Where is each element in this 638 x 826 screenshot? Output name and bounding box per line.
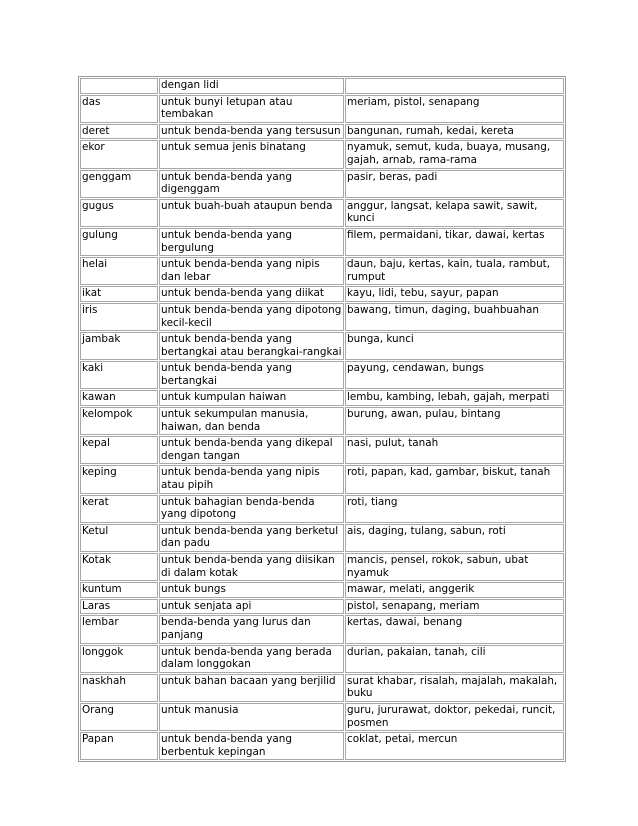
word-cell: deret [80, 124, 158, 140]
example-cell: kertas, dawai, benang [345, 615, 564, 643]
word-cell: kuntum [80, 582, 158, 598]
example-cell: coklat, petai, mercun [345, 732, 564, 760]
word-cell: Papan [80, 732, 158, 760]
word-cell: iris [80, 303, 158, 331]
example-cell: guru, jururawat, doktor, pekedai, runcit, posmen [345, 703, 564, 731]
example-cell: surat khabar, risalah, majalah, makalah, buku [345, 674, 564, 702]
word-cell: ekor [80, 140, 158, 168]
usage-cell: untuk bungs [159, 582, 344, 598]
table-row [80, 582, 564, 598]
usage-cell: untuk benda-benda yang bertangkai atau berangkai-rangkai [159, 332, 344, 360]
usage-cell: untuk benda-benda yang berada dalam longgokan [159, 645, 344, 673]
table-row [80, 95, 564, 123]
usage-cell: untuk bunyi letupan atau tembakan [159, 95, 344, 123]
table-row [80, 124, 564, 140]
table-row [80, 465, 564, 493]
table-row [80, 286, 564, 302]
table-row [80, 257, 564, 285]
example-cell: durian, pakaian, tanah, cili [345, 645, 564, 673]
usage-cell: untuk benda-benda yang digenggam [159, 170, 344, 198]
word-cell: genggam [80, 170, 158, 198]
usage-cell: untuk benda-benda yang diisikan di dalam kotak [159, 553, 344, 581]
word-cell: lembar [80, 615, 158, 643]
usage-cell: untuk benda-benda yang tersusun [159, 124, 344, 140]
table-row [80, 674, 564, 702]
usage-cell: untuk benda-benda yang berbentuk kepingan [159, 732, 344, 760]
usage-cell: untuk buah-buah ataupun benda [159, 199, 344, 227]
example-cell: daun, baju, kertas, kain, tuala, rambut, rumput [345, 257, 564, 285]
word-cell: kepal [80, 436, 158, 464]
usage-cell: untuk benda-benda yang dikepal dengan tangan [159, 436, 344, 464]
word-cell: das [80, 95, 158, 123]
table-row [80, 390, 564, 406]
usage-cell: untuk bahan bacaan yang berjilid [159, 674, 344, 702]
example-cell: roti, tiang [345, 495, 564, 523]
usage-cell: benda-benda yang lurus dan panjang [159, 615, 344, 643]
table-row [80, 199, 564, 227]
usage-cell: untuk kumpulan haiwan [159, 390, 344, 406]
word-cell: gugus [80, 199, 158, 227]
table-row [80, 78, 564, 94]
table-row [80, 436, 564, 464]
table-row [80, 645, 564, 673]
example-cell: pasir, beras, padi [345, 170, 564, 198]
example-cell: kayu, lidi, tebu, sayur, papan [345, 286, 564, 302]
word-cell: kerat [80, 495, 158, 523]
table-row [80, 407, 564, 435]
table-row [80, 361, 564, 389]
example-cell: mancis, pensel, rokok, sabun, ubat nyamuk [345, 553, 564, 581]
table-row [80, 615, 564, 643]
usage-cell: untuk bahagian benda-benda yang dipotong [159, 495, 344, 523]
example-cell: bawang, timun, daging, buahbuahan [345, 303, 564, 331]
example-cell: burung, awan, pulau, bintang [345, 407, 564, 435]
usage-cell: untuk benda-benda yang bertangkai [159, 361, 344, 389]
table-row [80, 524, 564, 552]
word-cell: kawan [80, 390, 158, 406]
example-cell [345, 78, 564, 94]
usage-cell: untuk manusia [159, 703, 344, 731]
usage-cell: untuk senjata api [159, 599, 344, 615]
word-cell: kelompok [80, 407, 158, 435]
example-cell: payung, cendawan, bungs [345, 361, 564, 389]
word-cell: naskhah [80, 674, 158, 702]
word-cell: jambak [80, 332, 158, 360]
usage-cell: untuk benda-benda yang bergulung [159, 228, 344, 256]
penjodoh-bilangan-table [78, 76, 566, 762]
word-cell [80, 78, 158, 94]
example-cell: anggur, langsat, kelapa sawit, sawit, kunci [345, 199, 564, 227]
example-cell: bangunan, rumah, kedai, kereta [345, 124, 564, 140]
word-cell: kaki [80, 361, 158, 389]
usage-cell: dengan lidi [159, 78, 344, 94]
table-row [80, 553, 564, 581]
word-cell: longgok [80, 645, 158, 673]
word-cell: Orang [80, 703, 158, 731]
usage-cell: untuk benda-benda yang dipotong kecil-kecil [159, 303, 344, 331]
table-row [80, 332, 564, 360]
table-row [80, 732, 564, 760]
usage-cell: untuk semua jenis binatang [159, 140, 344, 168]
table-row [80, 703, 564, 731]
word-cell: helai [80, 257, 158, 285]
example-cell: meriam, pistol, senapang [345, 95, 564, 123]
example-cell: bunga, kunci [345, 332, 564, 360]
example-cell: pistol, senapang, meriam [345, 599, 564, 615]
table-row [80, 303, 564, 331]
example-cell: ais, daging, tulang, sabun, roti [345, 524, 564, 552]
word-cell: Kotak [80, 553, 158, 581]
word-cell: Ketul [80, 524, 158, 552]
example-cell: lembu, kambing, lebah, gajah, merpati [345, 390, 564, 406]
table-body [80, 78, 564, 760]
usage-cell: untuk benda-benda yang diikat [159, 286, 344, 302]
usage-cell: untuk benda-benda yang nipis dan lebar [159, 257, 344, 285]
example-cell: mawar, melati, anggerik [345, 582, 564, 598]
table-row [80, 495, 564, 523]
table-row [80, 170, 564, 198]
table-row [80, 599, 564, 615]
word-cell: gulung [80, 228, 158, 256]
usage-cell: untuk benda-benda yang berketul dan padu [159, 524, 344, 552]
word-cell: ikat [80, 286, 158, 302]
example-cell: roti, papan, kad, gambar, biskut, tanah [345, 465, 564, 493]
example-cell: nyamuk, semut, kuda, buaya, musang, gajah, arnab, rama-rama [345, 140, 564, 168]
example-cell: nasi, pulut, tanah [345, 436, 564, 464]
word-cell: Laras [80, 599, 158, 615]
word-cell: keping [80, 465, 158, 493]
table-row [80, 228, 564, 256]
table-row [80, 140, 564, 168]
usage-cell: untuk benda-benda yang nipis atau pipih [159, 465, 344, 493]
example-cell: filem, permaidani, tikar, dawai, kertas [345, 228, 564, 256]
usage-cell: untuk sekumpulan manusia, haiwan, dan benda [159, 407, 344, 435]
